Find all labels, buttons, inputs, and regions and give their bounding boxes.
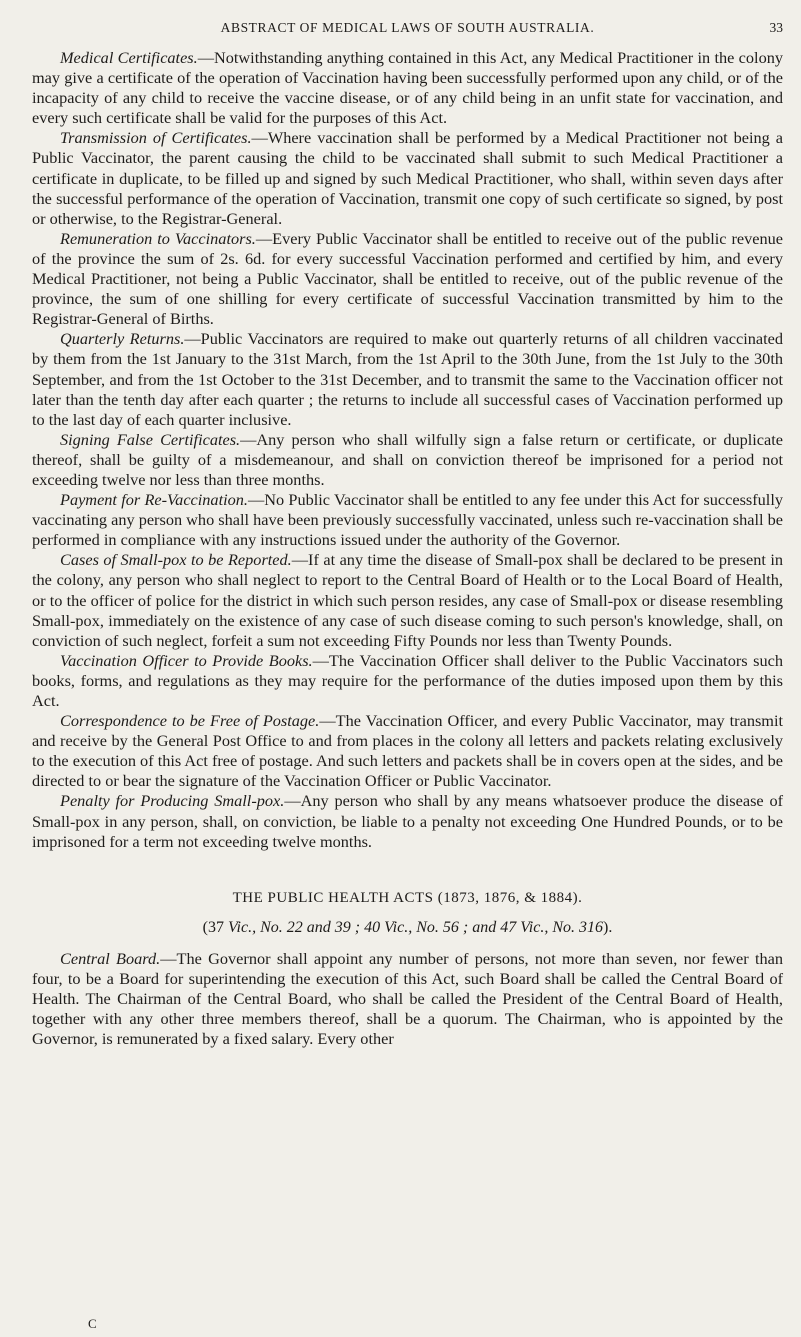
paragraph-text: —Where vaccination shall be performed by a Medical Practitioner not being a Public Vaccinator, the parent causing the child to be vaccinated shall submit to such Medical Practitioner a certificate in duplicate, to be filled up and signed by such Medical Practitioner, who shall, within seven days after the successful performance of the operation of Vaccination, transmit one copy of such certificate so signed, by post or otherwise, to the Registrar-General. — [32, 128, 783, 228]
paragraph-text: —Notwithstanding anything contained in this Act, any Medical Practitioner in the colony may give a certificate of the operation of Vaccination having been successfully performed upon any child, or of the incapacity of any child to receive the vaccine disease, or of any child being in an unfit state for vaccination, and every such certificate shall be valid for the purposes of this Act. — [32, 48, 783, 128]
paragraph-text: —Any person who shall by any means whatsoever produce the disease of Small-pox in any person, shall, on conviction, be liable to a penalty not exceeding One Hundred Pounds, or to be imprisoned for a term not exceeding twelve months. — [32, 791, 784, 851]
paragraph-penalty-producing-smallpox — [32, 791, 783, 851]
paragraph-cases-of-smallpox — [32, 550, 783, 650]
signature-mark: C — [88, 1316, 97, 1331]
paragraph-heading: Signing False Certificates. — [60, 429, 241, 449]
refs-acts: Vic., No. 22 and 39 ; 40 Vic., No. 56 ; and 47 Vic., No. 316 — [227, 918, 604, 936]
paragraph-signing-false-certificates — [32, 430, 783, 490]
paragraph-heading: Central Board. — [60, 948, 161, 968]
paragraph-heading: Cases of Small-pox to be Reported. — [60, 550, 292, 570]
vaccination-provisions — [32, 48, 783, 852]
paragraph-heading: Penalty for Producing Small-pox. — [60, 791, 285, 811]
paragraph-heading: Remuneration to Vaccinators. — [60, 228, 256, 248]
paragraph-quarterly-returns — [32, 329, 783, 429]
refs-open: (37 — [202, 918, 228, 936]
paragraph-text: —The Vaccination Officer shall deliver to the Public Vaccinators such books, forms, and regulations as they may require for the performance of the duties imposed upon them by this Act. — [32, 650, 783, 710]
paragraph-central-board — [32, 949, 783, 1049]
section-act-references — [32, 919, 783, 937]
paragraph-heading: Vaccination Officer to Provide Books. — [60, 650, 313, 670]
paragraph-heading: Quarterly Returns. — [60, 329, 185, 349]
paragraph-heading: Transmission of Certificates. — [60, 128, 252, 148]
paragraph-text: —If at any time the disease of Small-pox shall be declared to be present in the colony, any person who shall neglect to report to the Central Board of Health or to the Local Board of Health, or to the officer of police for the district in which such person resides, any case of Small-pox or disease resembling Small-pox, immediately on the existence of any case of such disease coming to such person's knowledge, shall, on conviction of such neglect, forfeit a sum not exceeding Fifty Pounds nor less than Twenty Pounds. — [32, 550, 783, 650]
paragraph-correspondence-free-postage — [32, 711, 783, 791]
paragraph-heading: Medical Certificates. — [60, 48, 198, 67]
section-title: THE PUBLIC HEALTH ACTS (1873, 1876, & 1884). — [232, 889, 583, 906]
paragraph-text: —No Public Vaccinator shall be entitled to any fee under this Act for successfully vaccinating any person who shall have been previously successfully vaccinated, unless such re-vaccination shall be performed in compliance with any instructions issued under the authority of the Governor. — [32, 490, 783, 550]
paragraph-payment-for-revaccination — [32, 490, 783, 550]
paragraph-text: —The Vaccination Officer, and every Public Vaccinator, may transmit and receive by the General Post Office to and from places in the colony all letters and packets relating exclusively to the execution of this Act free of postage. And such letters and packets shall be in covers open at the sides, and be directed to or bear the signature of the Vaccination Officer or Public Vaccinator. — [32, 711, 784, 791]
running-header — [32, 0, 783, 48]
paragraph-text: —Any person who shall wilfully sign a false return or certificate, or duplicate thereof, shall be guilty of a misdemeanour, and shall on conviction thereof be imprisoned for a period not exceeding twelve nor less than three months. — [32, 429, 784, 489]
paragraph-text: —Public Vaccinators are required to make out quarterly returns of all children vaccinated by them from the 1st January to the 31st March, from the 1st April to the 30th June, from the 1st July to the 30th September, and from the 1st October to the 31st December, and to transmit the same to the Vaccination officer not later than the tenth day after each quarter ; the returns to include all successful cases of Vaccination performed up to the last day of each quarter inclusive. — [32, 329, 784, 429]
paragraph-text: —The Governor shall appoint any number of persons, not more than seven, nor fewer than four, to be a Board for superintending the execution of this Act, such Board shall be called the Central Board of Health. The Chairman of the Central Board, who shall be called the President of the Central Board of Health, together with any other three members thereof, shall be a quorum. The Chairman, who is appointed by the Governor, is remunerated by a fixed salary. Every other — [32, 948, 783, 1049]
paragraph-medical-certificates — [32, 48, 783, 128]
paragraph-text: —Every Public Vaccinator shall be entitled to receive out of the public revenue of the province the sum of 2s. 6d. for every successful Vaccination performed and certified by him, and every Medical Practitioner, not being a Public Vaccinator, shall be entitled to receive, out of the public revenue of the province, the sum of one shilling for every certificate of successful Vaccination transmitted by him to the Registrar-General of Births. — [32, 228, 784, 329]
public-health-provisions — [32, 949, 783, 1049]
running-title: ABSTRACT OF MEDICAL LAWS OF SOUTH AUSTRALIA. — [220, 20, 595, 35]
refs-close: ). — [603, 918, 613, 936]
paragraph-transmission-of-certificates — [32, 128, 783, 228]
paragraph-heading: Correspondence to be Free of Postage. — [60, 711, 320, 731]
paragraph-vaccination-officer-books — [32, 651, 783, 711]
page-number: 33 — [769, 20, 783, 35]
paragraph-remuneration-to-vaccinators — [32, 229, 783, 329]
paragraph-heading: Payment for Re-Vaccination. — [60, 490, 248, 510]
